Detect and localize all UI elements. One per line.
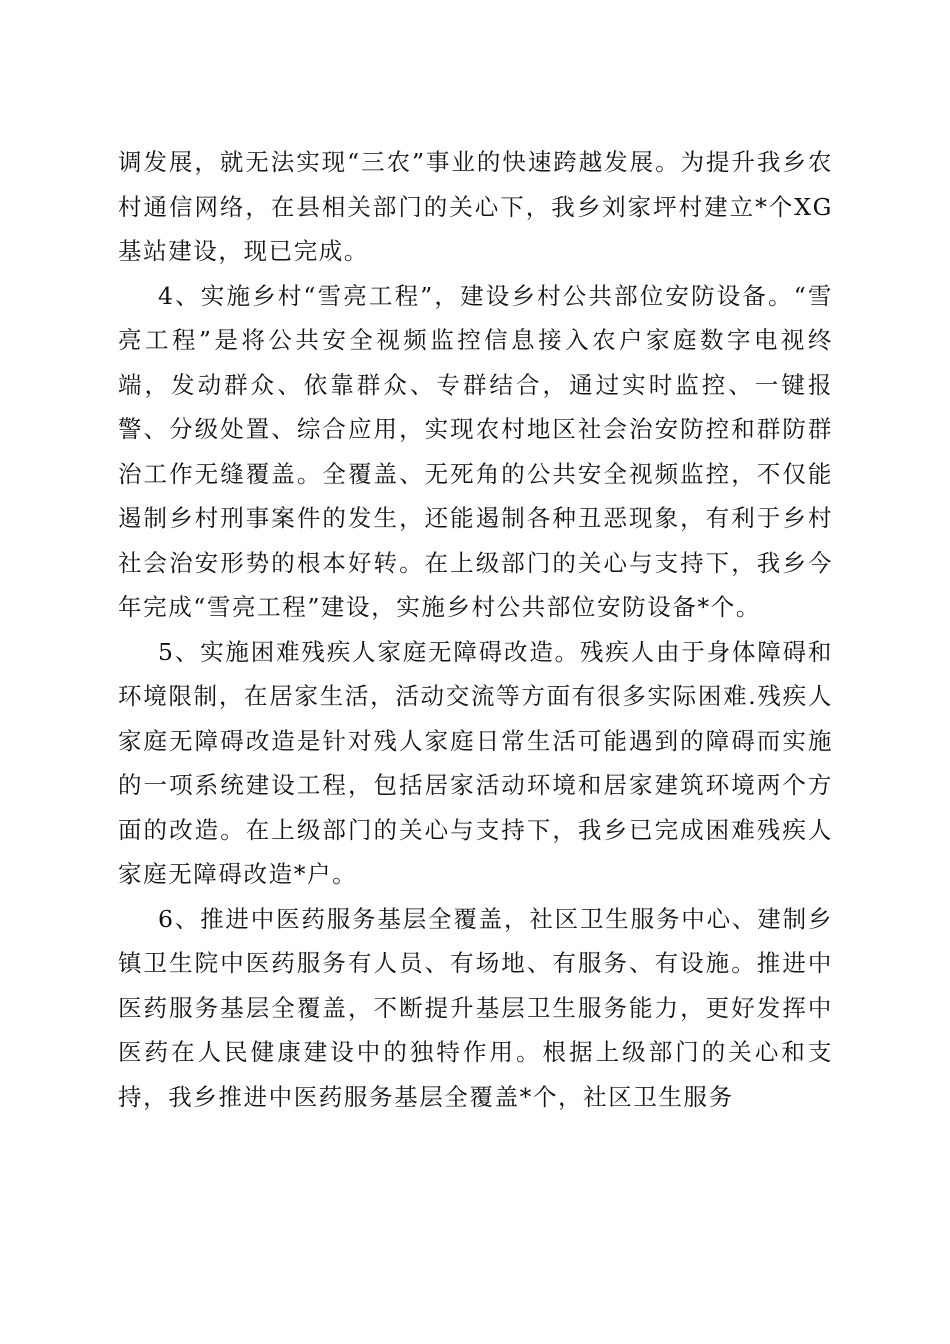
- paragraph-item-6: 6、推进中医药服务基层全覆盖，社区卫生服务中心、建制乡镇卫生院中医药服务有人员、有场地、有服务、有设施。推进中医药服务基层全覆盖，不断提升基层卫生服务能力，更好发挥中医药在人民健康建设中的独特作用。根据上级部门的关心和支持，我乡推进中医药服务基层全覆盖*个，社区卫生服务: [118, 904, 833, 1111]
- paragraph-continuation: 调发展，就无法实现“三农”事业的快速跨越发展。为提升我乡农村通信网络，在县相关部门的关心下，我乡刘家坪村建立*个XG基站建设，现已完成。: [118, 148, 833, 265]
- document-body: [118, 140, 833, 1119]
- paragraph-item-5: 5、实施困难残疾人家庭无障碍改造。残疾人由于身体障碍和环境限制，在居家生活，活动交流等方面有很多实际困难.残疾人家庭无障碍改造是针对残人家庭日常生活可能遇到的障碍而实施的一项系统建设工程，包括居家活动环境和居家建筑环境两个方面的改造。在上级部门的关心与支持下，我乡已完成困难残疾人家庭无障碍改造*户。: [118, 637, 833, 888]
- paragraph-item-4: 4、实施乡村“雪亮工程”，建设乡村公共部位安防设备。“雪亮工程”是将公共安全视频监控信息接入农户家庭数字电视终端，发动群众、依靠群众、专群结合，通过实时监控、一键报警、分级处置、综合应用，实现农村地区社会治安防控和群防群治工作无缝覆盖。全覆盖、无死角的公共安全视频监控，不仅能遏制乡村刑事案件的发生，还能遏制各种丑恶现象，有利于乡村社会治安形势的根本好转。在上级部门的关心与支持下，我乡今年完成“雪亮工程”建设，实施乡村公共部位安防设备*个。: [118, 281, 833, 621]
